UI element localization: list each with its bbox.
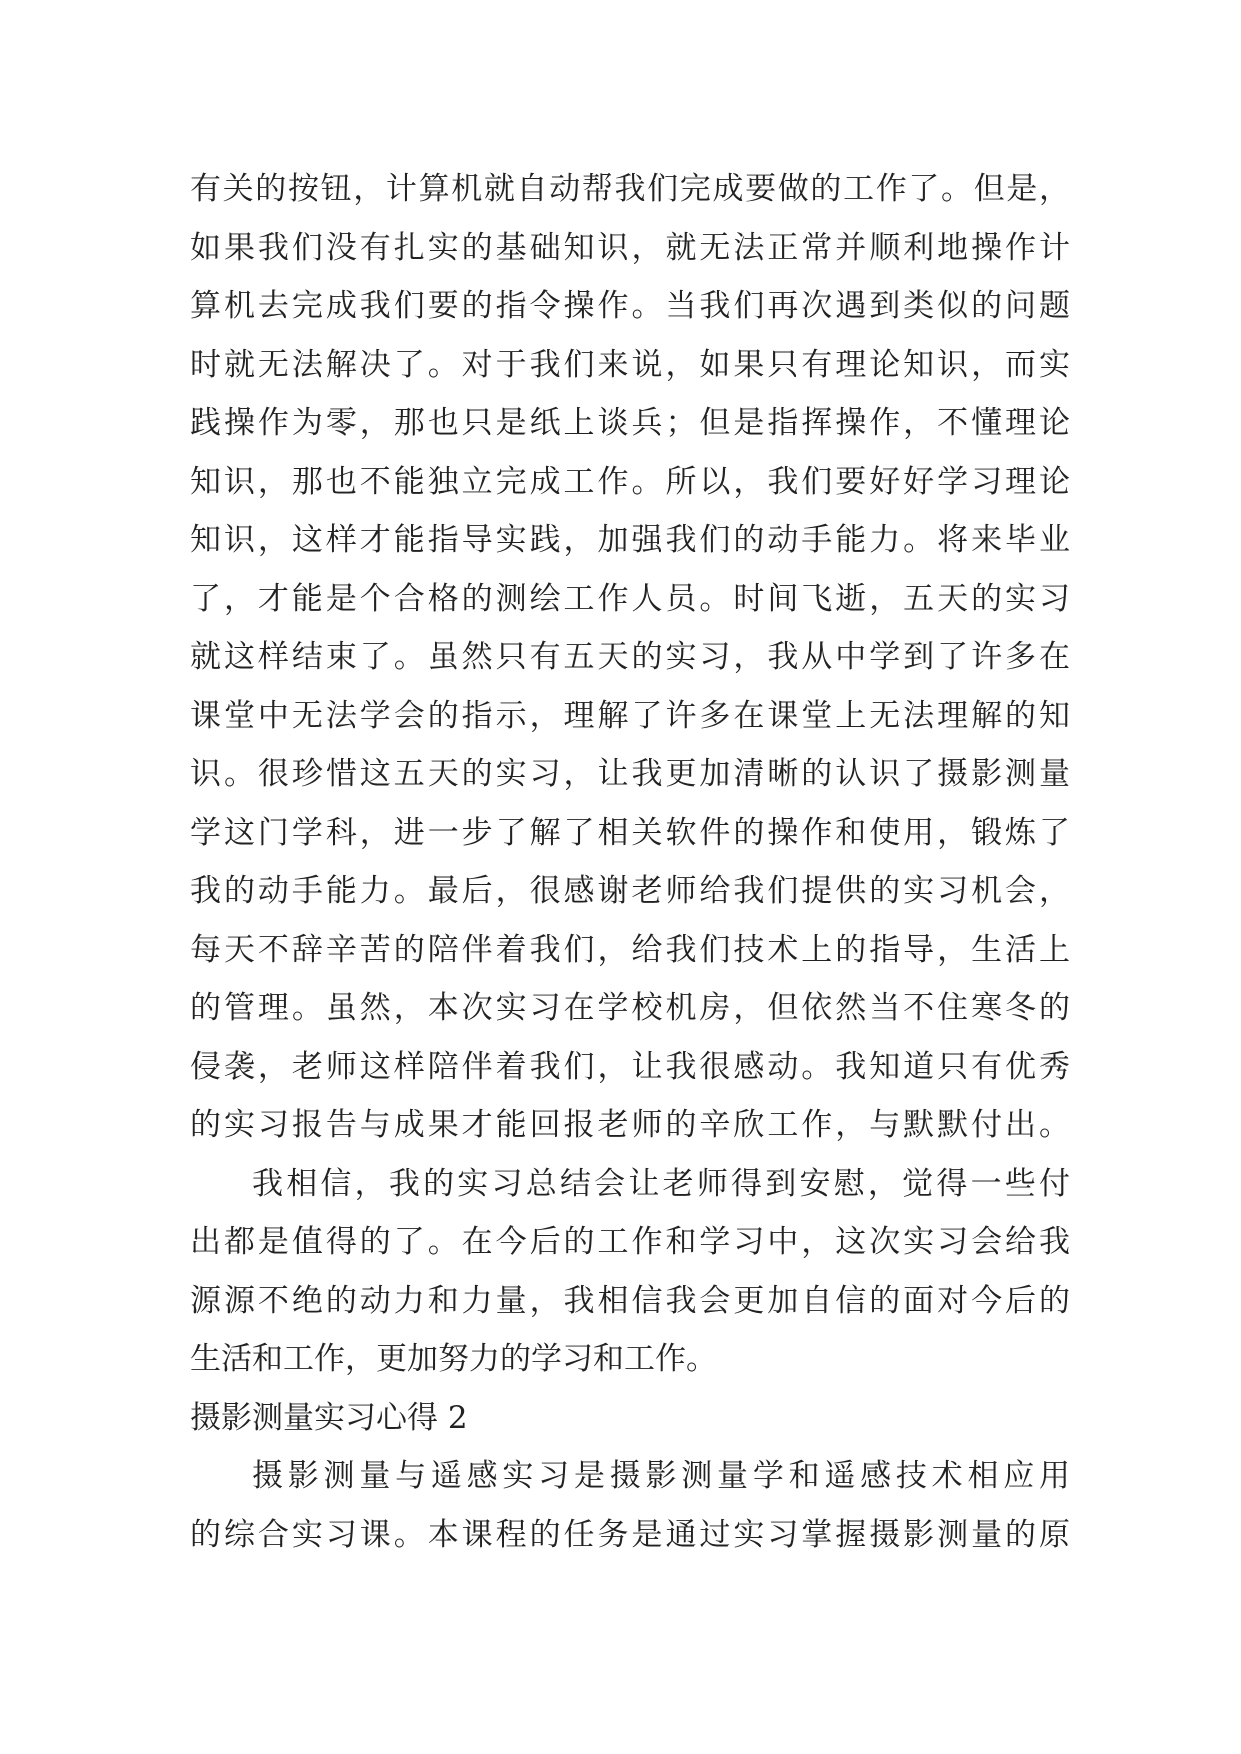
text-line: 我相信，我的实习总结会让老师得到安慰，觉得一些付 — [252, 1165, 1070, 1202]
text-line: 的综合实习课。本课程的任务是通过实习掌握摄影测量的原 — [190, 1516, 1070, 1553]
text-line: 源源不绝的动力和力量，我相信我会更加自信的面对今后的 — [190, 1282, 1070, 1319]
text-line: 每天不辞辛苦的陪伴着我们，给我们技术上的指导，生活上 — [190, 931, 1070, 968]
paragraph-2 — [190, 1155, 1070, 1389]
paragraph-3 — [190, 1447, 1070, 1564]
text-line: 有关的按钮，计算机就自动帮我们完成要做的工作了。但是， — [190, 171, 1070, 207]
text-line: 的管理。虽然，本次实习在学校机房，但依然当不住寒冬的 — [190, 990, 1070, 1026]
text-line: 时就无法解决了。对于我们来说，如果只有理论知识，而实 — [190, 346, 1070, 383]
text-line: 知识，这样才能指导实践，加强我们的动手能力。将来毕业 — [190, 522, 1070, 558]
paragraph-1 — [190, 160, 1070, 1155]
text-line: 知识，那也不能独立完成工作。所以，我们要好好学习理论 — [190, 463, 1070, 500]
text-line: 我的动手能力。最后，很感谢老师给我们提供的实习机会， — [190, 873, 1070, 909]
text-line: 就这样结束了。虽然只有五天的实习，我从中学到了许多在 — [190, 639, 1070, 675]
text-line: 了，才能是个合格的测绘工作人员。时间飞逝，五天的实习 — [190, 580, 1070, 617]
document-body — [190, 160, 1070, 1564]
text-line: 出都是值得的了。在今后的工作和学习中，这次实习会给我 — [190, 1224, 1070, 1260]
text-line: 侵袭，老师这样陪伴着我们，让我很感动。我知道只有优秀 — [190, 1048, 1070, 1085]
text-line: 学这门学科，进一步了解了相关软件的操作和使用，锻炼了 — [190, 814, 1070, 851]
text-line: 践操作为零，那也只是纸上谈兵；但是指挥操作，不懂理论 — [190, 405, 1070, 441]
text-line: 生活和工作，更加努力的学习和工作。 — [190, 1341, 717, 1377]
text-line: 课堂中无法学会的指示，理解了许多在课堂上无法理解的知 — [190, 697, 1070, 734]
text-line: 摄影测量与遥感实习是摄影测量学和遥感技术相应用 — [252, 1458, 1070, 1494]
text-line: 的实习报告与成果才能回报老师的辛欣工作，与默默付出。 — [190, 1107, 1070, 1143]
section-heading: 摄影测量实习心得 2 — [190, 1399, 468, 1436]
text-line: 如果我们没有扎实的基础知识，就无法正常并顺利地操作计 — [190, 229, 1070, 266]
text-line: 识。很珍惜这五天的实习，让我更加清晰的认识了摄影测量 — [190, 756, 1070, 792]
text-line: 算机去完成我们要的指令操作。当我们再次遇到类似的问题 — [190, 288, 1070, 324]
